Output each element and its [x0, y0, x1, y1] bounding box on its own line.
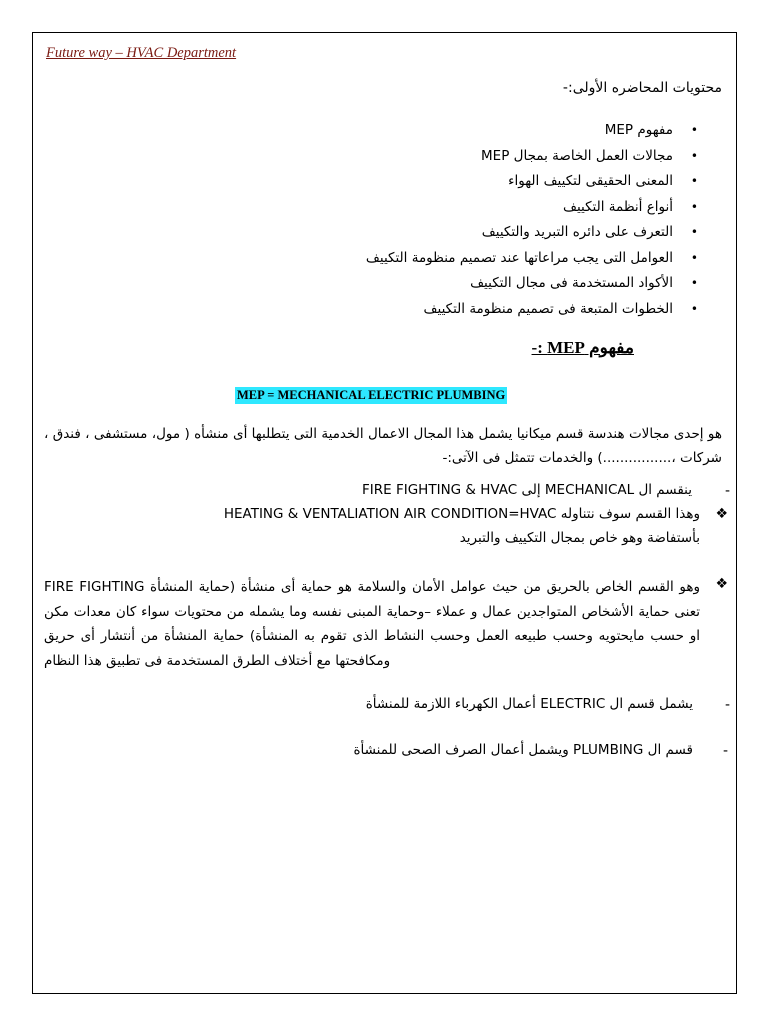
dash-marker: - — [724, 483, 730, 499]
list-item-text: أنواع أنظمة التكييف — [562, 198, 673, 215]
list-item — [366, 297, 698, 323]
list-item — [366, 144, 698, 170]
list-item-text: الخطوات المتبعة فى تصميم منظومة التكييف — [423, 300, 673, 317]
list-item-text: التعرف على دائره التبريد والتكييف — [481, 224, 673, 240]
bullet-icon: • — [690, 301, 698, 316]
electric-line: يشمل قسم ال ELECTRIC أعمال الكهرباء اللازمة للمنشأة — [365, 696, 693, 712]
bullet-icon: • — [690, 276, 698, 290]
list-item — [366, 271, 698, 297]
intro-paragraph: هو إحدى مجالات هندسة قسم ميكانيا يشمل هذا المجال الاعمال الخدمية التى يتطلبها أى منشأه ( مول، مستشفى ، فندق ، شركات ،................) والخدمات تتمثل فى الآتى:- — [44, 426, 722, 466]
plumbing-line: قسم ال PLUMBING ويشمل أعمال الصرف الصحى للمنشأة — [353, 742, 693, 758]
bullet-icon: • — [690, 174, 698, 188]
list-item — [366, 118, 698, 144]
list-item-text: مفهوم MEP — [604, 122, 673, 138]
list-item-text: المعنى الحقيقى لتكييف الهواء — [508, 173, 673, 189]
bullet-icon: • — [690, 123, 698, 137]
bullet-icon: • — [690, 148, 698, 163]
list-item — [366, 169, 698, 195]
contents-list — [366, 118, 698, 322]
dash-marker: - — [724, 697, 730, 713]
document-header: Future way – HVAC Department — [46, 45, 237, 61]
list-item-text: العوامل التى يجب مراعاتها عند تصميم منظومة التكييف — [365, 249, 673, 266]
dash-marker: - — [722, 743, 728, 759]
mep-definition-banner: MEP = MECHANICAL ELECTRIC PLUMBING — [237, 388, 506, 402]
fire-fighting-paragraph: FIRE FIGHTING وهو القسم الخاص بالحريق من حيث عوامل الأمان والسلامة هو حماية أى منشأة (حماية المنشأة تعنى حماية الأشخاص المتواجدين عمال و عملاء –وحماية المبنى نفسه وما يشمله من محتويات سواء كان معدات مكن او حسب مايحتويه وحسب طبيعه العمل وحسب النشاط الذى تقوم به المنشأة) حماية المنشأة من أنتشار أى حريق ومكافحتها مع أختلاف الطرق المستخدمة فى تطبيق هذا النظام — [44, 579, 700, 669]
list-item — [366, 220, 698, 246]
contents-title: محتويات المحاضره الأولى:- — [562, 80, 722, 96]
list-item-text: مجالات العمل الخاصة بمجال MEP — [481, 147, 673, 164]
diamond-bullet-icon: ❖ — [715, 506, 728, 522]
diamond-bullet-icon: ❖ — [715, 576, 728, 592]
section-heading: مفهوم MEP :- — [531, 338, 634, 357]
hvac-line-2: بأستفاضة وهو خاص بمجال التكييف والتبريد — [459, 530, 700, 546]
bullet-icon: • — [690, 225, 698, 239]
hvac-line-1: HEATING & VENTALIATION AIR CONDITION=HVAC وهذا القسم سوف نتناوله — [223, 506, 700, 522]
list-item — [366, 246, 698, 272]
list-item — [366, 195, 698, 221]
bullet-icon: • — [690, 199, 698, 214]
list-item-text: الأكواد المستخدمة فى مجال التكييف — [470, 275, 673, 291]
bullet-icon: • — [690, 250, 698, 265]
mechanical-line: ينقسم ال MECHANICAL إلى FIRE FIGHTING & HVAC — [362, 482, 692, 498]
